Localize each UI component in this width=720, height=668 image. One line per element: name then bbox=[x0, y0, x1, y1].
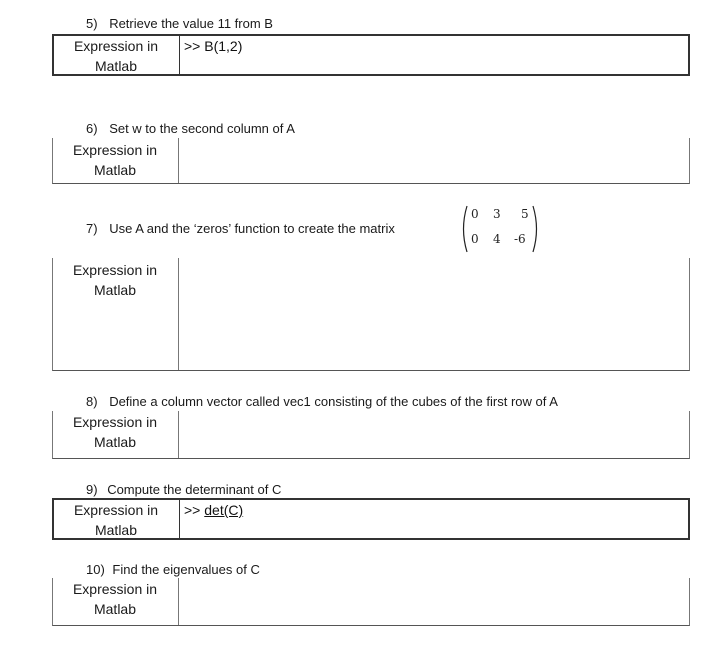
question-text: Compute the determinant of C bbox=[107, 482, 282, 497]
matrix-cell: 0 bbox=[471, 232, 479, 246]
matrix-cell: 3 bbox=[493, 207, 501, 221]
column-divider bbox=[179, 36, 180, 74]
answer-box-8 bbox=[52, 411, 690, 459]
expression-label: Expression in Matlab bbox=[73, 502, 159, 538]
answer-box-7 bbox=[52, 258, 690, 371]
matrix-cell: 4 bbox=[493, 232, 501, 246]
question-number: 5) bbox=[86, 16, 98, 31]
answer-box-9 bbox=[52, 498, 690, 540]
question-9 bbox=[86, 482, 281, 497]
column-divider bbox=[179, 500, 180, 538]
expression-label: Expression in Matlab bbox=[72, 142, 158, 178]
column-divider bbox=[178, 578, 179, 625]
answer-box-10 bbox=[52, 578, 690, 626]
matrix-cell: 5 bbox=[521, 207, 529, 221]
question-text: Set w to the second column of A bbox=[109, 121, 295, 136]
question-number: 6) bbox=[86, 121, 98, 136]
answer-area-10[interactable] bbox=[183, 580, 683, 620]
expression-label: Expression in Matlab bbox=[73, 38, 159, 74]
answer-area-7[interactable] bbox=[183, 260, 683, 360]
question-10 bbox=[86, 562, 260, 577]
column-divider bbox=[178, 411, 179, 458]
question-number: 10) bbox=[86, 562, 105, 577]
question-text: Use A and the ‘zeros’ function to create the matrix bbox=[109, 221, 395, 236]
column-divider bbox=[178, 138, 179, 183]
question-number: 8) bbox=[86, 394, 98, 409]
question-8 bbox=[86, 394, 558, 409]
matrix-cell: 0 bbox=[471, 207, 479, 221]
expression-label: Expression in Matlab bbox=[72, 262, 158, 298]
column-divider bbox=[178, 258, 179, 370]
answer-text-5[interactable]: >> B(1,2) bbox=[184, 38, 243, 54]
answer-area-6[interactable] bbox=[183, 140, 683, 180]
question-number: 7) bbox=[86, 221, 98, 236]
target-matrix bbox=[459, 203, 541, 255]
answer-area-8[interactable] bbox=[183, 413, 683, 453]
matrix-cell: -6 bbox=[514, 232, 526, 246]
answer-box-6 bbox=[52, 138, 690, 184]
question-6 bbox=[86, 121, 295, 136]
answer-box-5 bbox=[52, 34, 690, 76]
question-5 bbox=[86, 16, 273, 31]
expression-label: Expression in Matlab bbox=[72, 414, 158, 450]
question-text: Find the eigenvalues of C bbox=[112, 562, 260, 577]
prompt-prefix: >> bbox=[184, 502, 201, 518]
question-text: Define a column vector called vec1 consisting of the cubes of the first row of A bbox=[109, 394, 558, 409]
question-7 bbox=[86, 221, 395, 236]
question-number: 9) bbox=[86, 482, 98, 497]
det-command-link[interactable]: det(C) bbox=[204, 502, 244, 518]
expression-label: Expression in Matlab bbox=[72, 581, 158, 617]
answer-text-9[interactable] bbox=[184, 502, 243, 518]
question-text: Retrieve the value 11 from B bbox=[109, 16, 273, 31]
